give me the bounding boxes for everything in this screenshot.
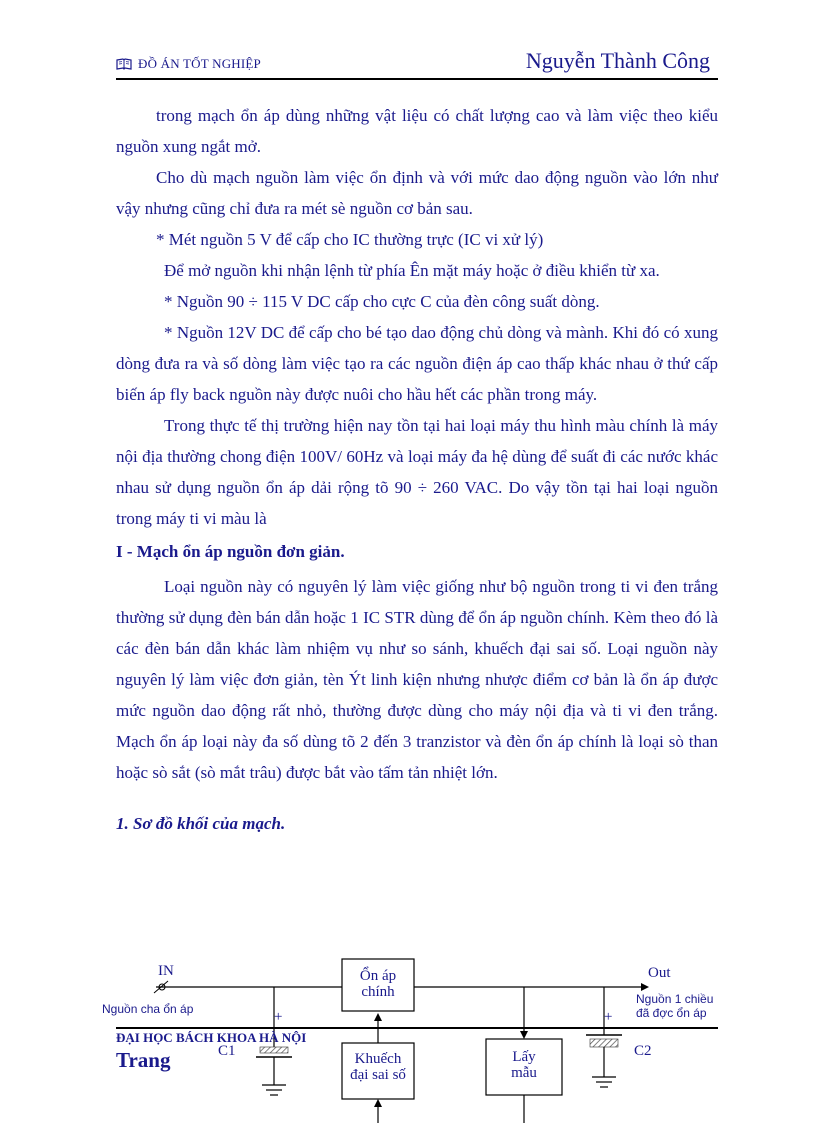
sampling-box [486,1049,562,1081]
page-content [116,100,718,839]
out-label: Out [648,965,671,981]
book-icon [116,58,132,70]
c2-plus: + [604,1009,613,1025]
footer-university: ĐẠI HỌC BÁCH KHOA HÀ NỘI [116,1030,307,1045]
page-footer [116,1030,306,1073]
header-title: ĐỒ ÁN TỐT NGHIỆP [138,56,261,71]
in-label: IN [158,963,174,979]
footer-page-label: Trang [116,1048,171,1072]
c1-label: C1 [218,1043,236,1059]
error-amplifier-line1: Khuếch [354,1051,402,1067]
page-header [116,44,718,80]
paragraph: * Nguồn 12V DC để cấp cho bé tạo dao động chủ dòng và mành. Khi đó có xung dòng đưa ra và số dòng làm việc tạo ra các nguồn điện áp cao thấp khác nhau ở thứ cấp biến áp fly back nguồn này được nuôi cho hầu hết các phần trong máy. [116,323,718,404]
sampling-line2: mẫu [511,1065,537,1081]
paragraph: Trong thực tế thị trường hiện nay tồn tại hai loại máy thu hình màu chính là máy nội địa thường chong điện 100V/ 60Hz và loại máy đa hệ dùng để suất đi các nước khác nhau sử dụng nguồn ổn áp dải rộng tõ 90 ÷ 260 VAC. Do vậy tồn tại hai loại nguồn trong máy ti vi màu là [116,416,718,528]
main-regulator-line1: Ổn áp [359,968,397,984]
paragraph: trong mạch ổn áp dùng những vật liệu có chất lượng cao và làm việc theo kiểu nguồn xung ngắt mở. [116,106,718,156]
main-regulator-box [342,968,414,1000]
section-heading: I - Mạch ổn áp nguồn đơn giản. [116,542,345,561]
sampling-line1: Lấy [512,1049,536,1065]
header-left [116,56,261,72]
paragraph: * Mét nguồn 5 V để cấp cho IC thường trực (IC vi xử lý) [156,230,544,249]
paragraph: Loại nguồn này có nguyên lý làm việc giống như bộ nguồn trong ti vi đen trắng thường sử dụng đèn bán dẫn hoặc 1 IC STR dùng để ổn áp nguồn chính. Kèm theo đó là các đèn bán dẫn khác làm nhiệm vụ như so sánh, khuếch đại sai số. Loại nguồn này nguyên lý làm việc đơn giản, tèn Ýt linh kiện nhưng nhược điểm cơ bản là ổn áp được mức nguồn dao động rất nhỏ, thường được dùng cho máy nội địa và ti vi đen trắng. Mạch ổn áp loại này đa số dùng tõ 2 đến 3 tranzistor và đèn ổn áp chính là loại sò than hoặc sò sắt (sò mắt trâu) được bắt vào tấm tản nhiệt lớn. [116,577,718,782]
c2-label: C2 [634,1043,652,1059]
header-author: Nguyễn Thành Công [525,48,710,73]
input-caption: Nguồn cha ổn áp [102,1002,194,1016]
paragraph: Để mở nguồn khi nhận lệnh từ phía Ên mặt máy hoặc ở điều khiển từ xa. [164,261,660,280]
output-caption-line2: đã đợc ổn áp [636,1006,707,1020]
subsection-heading: 1. Sơ đồ khối của mạch. [116,814,286,833]
error-amplifier-box [342,1051,414,1083]
output-caption-line1: Nguồn 1 chiều [636,992,714,1006]
paragraph: Cho dù mạch nguồn làm việc ổn định và với mức dao động nguồn vào lớn như vậy nhưng cũng chỉ đưa ra mét sè nguồn cơ bản sau. [116,168,718,218]
c1-plus: + [274,1009,283,1025]
error-amplifier-line2: đại sai số [350,1067,406,1083]
header-rule [116,78,718,80]
main-regulator-line2: chính [361,984,395,1000]
paragraph: * Nguồn 90 ÷ 115 V DC cấp cho cực C của đèn công suất dòng. [164,292,600,311]
